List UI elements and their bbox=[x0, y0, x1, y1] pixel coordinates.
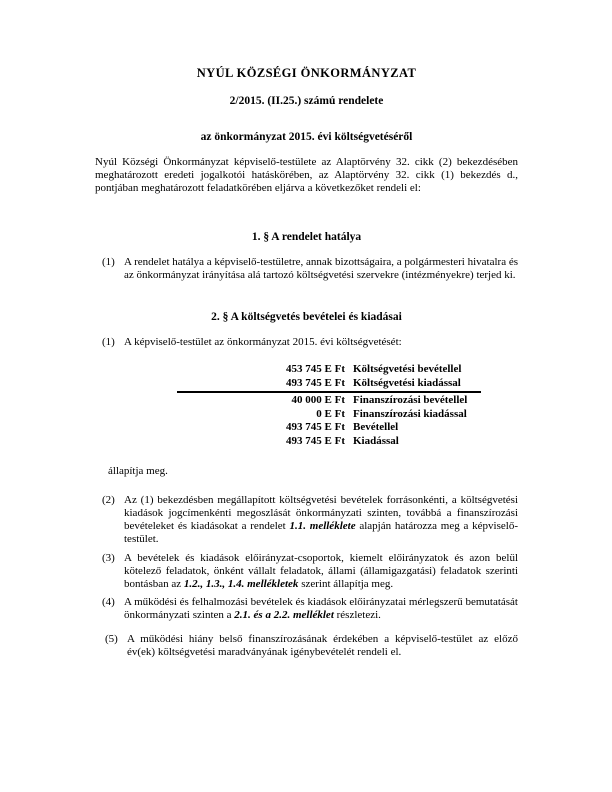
item-text-pre: A működési és felhalmozási bevételek és kiadások előirányzatai mérlegszerű bemutatását önkormányzati szinten a bbox=[124, 596, 518, 621]
budget-amount: 493 745 E Ft bbox=[286, 434, 345, 447]
section-1-heading: 1. § A rendelet hatálya bbox=[251, 231, 362, 243]
budget-label: Finanszírozási bevétellel bbox=[353, 394, 468, 406]
item-marker: (4) bbox=[102, 596, 115, 608]
budget-row bbox=[95, 377, 518, 391]
budget-label: Finanszírozási kiadással bbox=[353, 407, 467, 420]
decree-number: 2/2015. (II.25.) számú rendelete bbox=[229, 95, 384, 107]
item-marker: (2) bbox=[102, 494, 115, 506]
budget-divider-rule bbox=[177, 391, 481, 393]
annex-reference: 1.2., 1.3., 1.4. mellékletek bbox=[183, 578, 299, 590]
document-subject: az önkormányzat 2015. évi költségvetéséről bbox=[200, 131, 413, 143]
section-2-item-2 bbox=[102, 494, 518, 546]
document-title: NYÚL KÖZSÉGI ÖNKORMÁNYZAT bbox=[196, 66, 417, 80]
item-text-post: részletezi. bbox=[333, 609, 381, 621]
budget-amount: 493 745 E Ft bbox=[286, 376, 345, 389]
item-text-pre: A bevételek és kiadások előirányzat-csoportok, kiemelt előirányzatok és azon belül kötelező feladatok, önként vállalt feladatok, állami (államigazgatási) feladatok szerinti bontásban az bbox=[124, 552, 518, 590]
item-text-post: alapján határozza meg a képviselő-testület. bbox=[124, 520, 518, 545]
item-text: A rendelet hatálya a képviselő-testületre, annak bizottságaira, a polgármesteri hivatalra és az önkormányzat irányítása alá tartozó költségvetési szervekre (intézményekre) terjed ki. bbox=[124, 256, 519, 281]
budget-amount: 493 745 E Ft bbox=[286, 421, 345, 433]
section-2-item-1 bbox=[102, 336, 518, 349]
budget-label: Költségvetési bevétellel bbox=[353, 363, 462, 375]
item-marker: (1) bbox=[102, 336, 115, 348]
item-marker: (3) bbox=[102, 552, 115, 564]
budget-row bbox=[95, 408, 518, 422]
section-2-item-3 bbox=[102, 552, 518, 591]
item-text: A képviselő-testület az önkormányzat 2015. évi költségvetését: bbox=[124, 336, 402, 348]
section-1-item-1 bbox=[102, 256, 518, 282]
budget-row bbox=[95, 421, 518, 435]
section-2-heading: 2. § A költségvetés bevételei és kiadásai bbox=[211, 311, 402, 323]
item-text bbox=[124, 596, 518, 622]
item-marker: (5) bbox=[105, 633, 118, 645]
budget-row bbox=[95, 363, 518, 377]
item-text bbox=[124, 494, 518, 546]
item-text-post: szerint állapítja meg. bbox=[298, 578, 394, 590]
budget-amount: 40 000 E Ft bbox=[291, 394, 345, 406]
item-marker: (1) bbox=[102, 256, 115, 268]
budget-table bbox=[95, 363, 518, 448]
budget-amount: 0 E Ft bbox=[316, 407, 345, 420]
budget-amount: 453 745 E Ft bbox=[286, 363, 345, 375]
item-text bbox=[124, 552, 518, 591]
annex-reference: 2.1. és a 2.2. melléklet bbox=[234, 609, 334, 621]
budget-label: Bevétellel bbox=[353, 421, 399, 433]
budget-row bbox=[95, 394, 518, 408]
budget-row bbox=[95, 435, 518, 449]
item-text-pre: Az (1) bekezdésben megállapított költségvetési bevételek forrásonkénti, a költségvetési kiadások jogcímenkénti megoszlását önkormányzati szinten, továbbá a finanszírozási bevételeket és kiadásokat a rendelet bbox=[124, 494, 518, 532]
annex-reference: 1.1. melléklete bbox=[289, 520, 356, 532]
section-2-item-4 bbox=[102, 596, 518, 622]
item-text: A működési hiány belső finanszírozásának érdekében a képviselő-testület az előző év(ek) költségvetési maradványának igénybevételét rendeli el. bbox=[127, 633, 518, 658]
budget-label: Kiadással bbox=[353, 434, 399, 447]
section-2-item-5 bbox=[105, 633, 518, 659]
intro-paragraph: Nyúl Községi Önkormányzat képviselő-testülete az Alaptörvény 32. cikk (2) bekezdésében meghatározott eredeti jogalkotói hatáskörében, az Alaptörvény 32. cikk (1) bekezdés d., pontjában meghatározott feladatkörében eljárva a következőket rendeli el: bbox=[95, 156, 518, 194]
closing-line: állapítja meg. bbox=[108, 465, 168, 477]
budget-label: Költségvetési kiadással bbox=[353, 376, 461, 389]
